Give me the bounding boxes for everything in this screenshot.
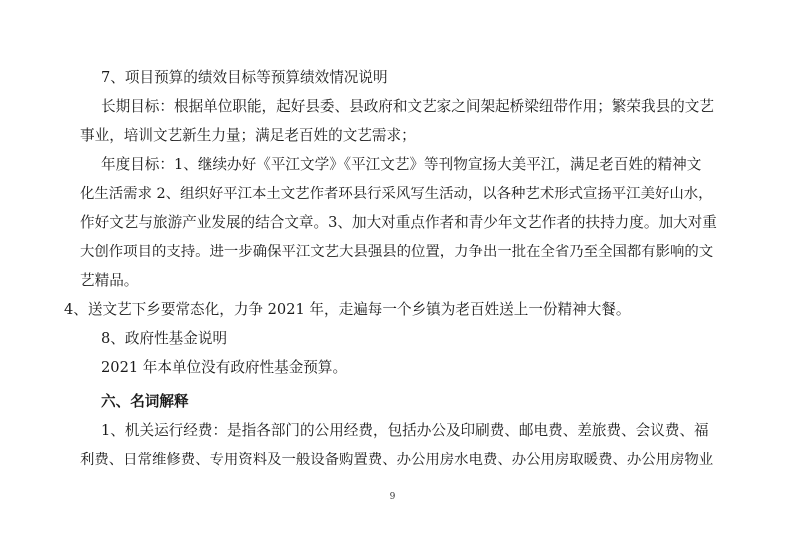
section-heading-government-fund: 8、政府性基金说明 (101, 330, 228, 347)
glossary-item-1-line-1: 1、机关运行经费：是指各部门的公用经费，包括办公及印刷费、邮电费、差旅费、会议费、福 (101, 422, 709, 439)
long-term-goal-line-2: 事业，培训文艺新生力量；满足老百姓的文艺需求； (80, 127, 416, 144)
long-term-goal-line-1: 长期目标：根据单位职能，起好县委、县政府和文艺家之间架起桥梁纽带作用；繁荣我县的文艺 (101, 98, 714, 115)
annual-goal-line-2: 化生活需求 2、组织好平江本土文艺作者环县行采风写生活动，以各种艺术形式宣扬平江美好山水， (80, 186, 713, 202)
government-fund-statement: 2021 年本单位没有政府性基金预算。 (101, 359, 348, 376)
glossary-item-1-line-2: 利费、日常维修费、专用资料及一般设备购置费、办公用房水电费、办公用房取暖费、办公用房物业 (80, 452, 714, 468)
section-heading-performance-goals: 7、项目预算的绩效目标等预算绩效情况说明 (101, 69, 388, 86)
page-number: 9 (389, 492, 396, 502)
annual-goal-line-1: 年度目标：1、继续办好《平江文学》《平江文艺》等刊物宣扬大美平江，满足老百姓的精神文 (101, 156, 702, 173)
annual-goal-line-4: 大创作项目的支持。进一步确保平江文艺大县强县的位置，力争出一批在全省乃至全国都有影响的文 (80, 244, 714, 260)
annual-goal-item-4: 4、送文艺下乡要常态化，力争 2021 年，走遍每一个乡镇为老百姓送上一份精神大餐。 (64, 301, 631, 318)
annual-goal-line-3: 作好文艺与旅游产业发展的结合文章。3、加大对重点作者和青少年文艺作者的扶持力度。加大对重 (80, 214, 717, 231)
annual-goal-line-5: 艺精品。 (80, 272, 139, 289)
section-heading-glossary: 六、名词解释 (101, 393, 189, 410)
